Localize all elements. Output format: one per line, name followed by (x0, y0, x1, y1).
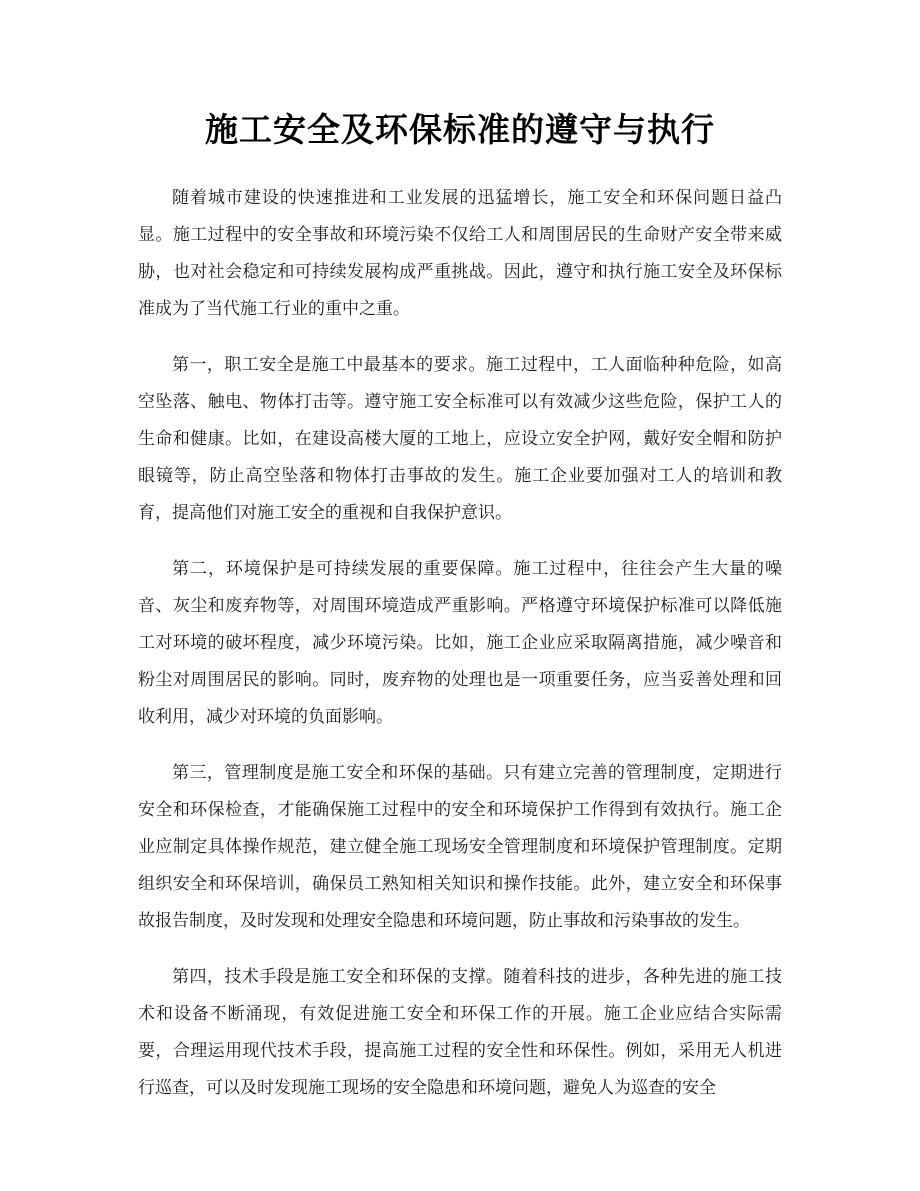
paragraph-management-system: 第三，管理制度是施工安全和环保的基础。只有建立完善的管理制度，定期进行安全和环保检查，才能确保施工过程中的安全和环境保护工作得到有效执行。施工企业应制定具体操作规范，建立健全施工现场安全管理制度和环境保护管理制度。定期组织安全和环保培训，确保员工熟知相关知识和操作技能。此外，建立安全和环保事故报告制度，及时发现和处理安全隐患和环境问题，防止事故和污染事故的发生。 (138, 763, 782, 931)
paragraph-worker-safety: 第一，职工安全是施工中最基本的要求。施工过程中，工人面临种种危险，如高空坠落、触电、物体打击等。遵守施工安全标准可以有效减少这些危险，保护工人的生命和健康。比如，在建设高楼大厦的工地上，应设立安全护网，戴好安全帽和防护眼镜等，防止高空坠落和物体打击事故的发生。施工企业要加强对工人的培训和教育，提高他们对施工安全的重视和自我保护意识。 (138, 355, 782, 523)
paragraph-environmental-protection: 第二，环境保护是可持续发展的重要保障。施工过程中，往往会产生大量的噪音、灰尘和废弃物等，对周围环境造成严重影响。严格遵守环境保护标准可以降低施工对环境的破坏程度，减少环境污染。比如，施工企业应采取隔离措施，减少噪音和粉尘对周围居民的影响。同时，废弃物的处理也是一项重要任务，应当妥善处理和回收利用，减少对环境的负面影响。 (138, 559, 782, 727)
document-body (138, 180, 782, 1126)
paragraph-intro: 随着城市建设的快速推进和工业发展的迅猛增长，施工安全和环保问题日益凸显。施工过程中的安全事故和环境污染不仅给工人和周围居民的生命财产安全带来威胁，也对社会稳定和可持续发展构成严重挑战。因此，遵守和执行施工安全及环保标准成为了当代施工行业的重中之重。 (138, 188, 782, 319)
paragraph-technical-means: 第四，技术手段是施工安全和环保的支撑。随着科技的进步，各种先进的施工技术和设备不断涌现，有效促进施工安全和环保工作的开展。施工企业应结合实际需要，合理运用现代技术手段，提高施工过程的安全性和环保性。例如，采用无人机进行巡查，可以及时发现施工现场的安全隐患和环境问题，避免人为巡查的安全 (138, 967, 782, 1098)
document-title: 施工安全及环保标准的遵守与执行 (205, 110, 715, 149)
